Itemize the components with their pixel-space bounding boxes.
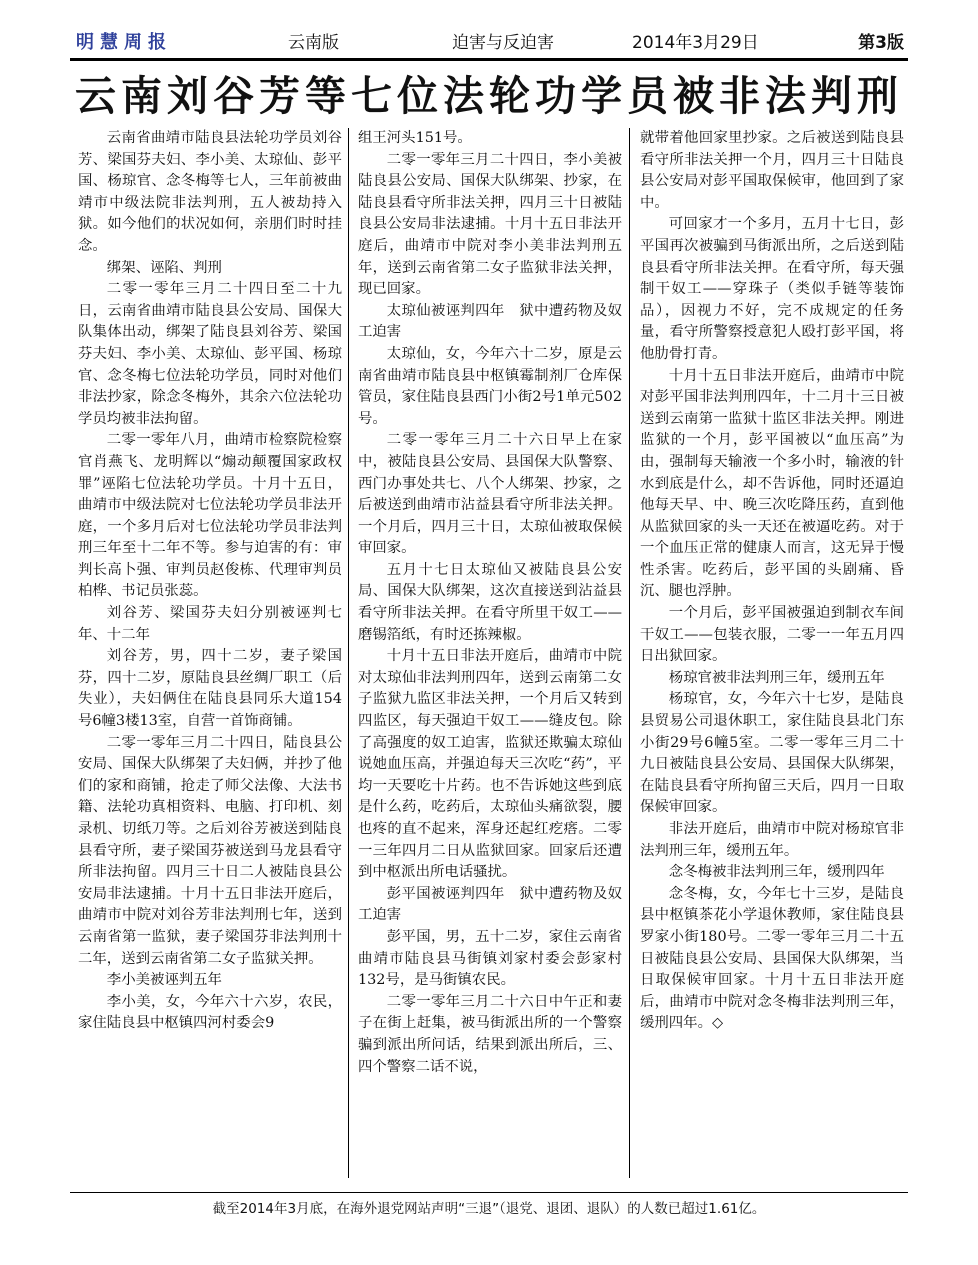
article-column-3: [640, 128, 904, 1180]
article-paragraph: 念冬梅，女，今年七十三岁，是陆良县中枢镇茶花小学退休教师，家住陆良县罗家小街180号。二零一零年三月二十五日被陆良县公安局、县国保大队绑架，当日取保候审回家。十月十五日非法开庭后，曲靖市中院对念冬梅非法判刑三年，缓刑四年。◇: [640, 885, 904, 1032]
masthead: [70, 30, 908, 56]
article-paragraph: 十月十五日非法开庭后，曲靖市中院对太琼仙非法判刑四年，送到云南第二女子监狱九监区非法关押，一个月后又转到四监区，每天强迫干奴工——缝皮包。除了高强度的奴工迫害，监狱还欺骗太琼仙说她血压高，并强迫每天三次吃“药”，平均一天要吃十片药。也不告诉她这些到底是什么药，吃药后，太琼仙头痛欲裂，腰也疼的直不起来，浑身还起红疙瘩。二零一三年四月二日从监狱回家。回家后还遭到中枢派出所电话骚扰。: [358, 648, 622, 881]
article-paragraph: 太琼仙被诬判四年 狱中遭药物及奴工迫害: [358, 302, 622, 341]
article-paragraph: 二零一零年三月二十四日，陆良县公安局、国保大队绑架了夫妇俩，并抄了他们的家和商铺，抢走了师父法像、大法书籍、法轮功真相资料、电脑、打印机、刻录机、切纸刀等。之后刘谷芳被送到陆良县看守所，妻子梁国芬被送到马龙县看守所非法拘留。四月三十日二人被陆良县公安局非法逮捕。十月十五日非法开庭后，曲靖市中院对刘谷芳非法判刑七年，送到云南省第一监狱，妻子梁国芬非法判刑十二年，送到云南省第二女子监狱关押。: [78, 734, 342, 967]
article-paragraph: 二零一零年三月二十四日至二十九日，云南省曲靖市陆良县公安局、国保大队集体出动，绑架了陆良县刘谷芳、梁国芬夫妇、李小美、太琼仙、彭平国、杨琼官、念冬梅七位法轮功学员，同时对他们非法抄家，除念冬梅外，其余六位法轮功学员均被非法拘留。: [78, 281, 342, 427]
masthead-edition: 云南版: [288, 33, 339, 53]
article-paragraph: 李小美被诬判五年: [106, 972, 222, 989]
article-paragraph: 刘谷芳、梁国芬夫妇分别被诬判七年、十二年: [78, 605, 342, 643]
masthead-date: 2014年3月29日: [632, 33, 759, 53]
article-paragraph: 二零一零年三月二十六日中午正和妻子在街上赶集，被马街派出所的一个警察骗到派出所问话，结果到派出所后，三、四个警察二话不说，: [358, 993, 622, 1075]
article-paragraph: 二零一零年三月二十四日，李小美被陆良县公安局、国保大队绑架、抄家，在陆良县看守所非法关押，四月三十日被陆良县公安局非法逮捕。十月十五日非法开庭后，曲靖市中院对李小美非法判刑五年，送到云南省第二女子监狱非法关押，现已回家。: [358, 151, 622, 298]
article-headline: 云南刘谷芳等七位法轮功学员被非法判刑: [75, 72, 903, 120]
article-paragraph: 刘谷芳，男，四十二岁，妻子梁国芬，四十二岁，原陆良县丝绸厂职工（后失业），夫妇俩住在陆良县同乐大道154号6幢3楼13室，自营一首饰商铺。: [78, 648, 342, 730]
article-paragraph: 一个月后，彭平国被强迫到制衣车间干奴工——包装衣服，二零一一年五月四日出狱回家。: [640, 605, 904, 665]
article-paragraph: 杨琼官，女，今年六十七岁，是陆良县贸易公司退休职工，家住陆良县北门东小街29号6幢5室。二零一零年三月二十九日被陆良县公安局、县国保大队绑架，在陆良县看守所拘留三天后，四月一日取保候审回家。: [640, 691, 904, 816]
article-paragraph: 太琼仙，女，今年六十二岁，原是云南省曲靖市陆良县中枢镇霉制剂厂仓库保管员，家住陆良县西门小街2号1单元502号。: [358, 345, 622, 427]
footer-rule: [70, 1192, 908, 1193]
footer-notice: 截至2014年3月底，在海外退党网站声明“三退”（退党、退团、退队）的人数已超过1.61亿。: [212, 1201, 766, 1217]
article-paragraph: 组王河头151号。: [358, 130, 472, 146]
article-paragraph: 非法开庭后，曲靖市中院对杨琼官非法判刑三年，缓刑五年。: [640, 821, 904, 859]
column-divider: [348, 128, 349, 1178]
article-paragraph: 云南省曲靖市陆良县法轮功学员刘谷芳、梁国芬夫妇、李小美、太琼仙、彭平国、杨琼官、念冬梅等七人，三年前被曲靖市中级法院非法判刑，五人被劫持入狱。如今他们的状况如何，亲朋们时时挂念。: [78, 130, 342, 254]
article-paragraph: 十月十五日非法开庭后，曲靖市中院对彭平国非法判刑四年，十二月十三日被送到云南第一监狱十监区非法关押。刚进监狱的一个月，彭平国被以“血压高”为由，强制每天输液一个多小时，输液的针水到底是什么，却不告诉他，同时还逼迫他每天早、中、晚三次吃降压药，直到他从监狱回家的头一天还在被逼吃药。对于一个血压正常的健康人而言，这无异于慢性杀害。吃药后，彭平国的头剧痛、昏沉、腿也浮肿。: [640, 367, 904, 600]
masthead-brand: 明慧周报: [76, 32, 172, 53]
article-paragraph: 李小美，女，今年六十六岁，农民，家住陆良县中枢镇四河村委会9: [78, 993, 342, 1032]
column-divider: [629, 128, 630, 1178]
article-paragraph: 绑架、诬陷、判刑: [106, 259, 222, 276]
article-paragraph: 可回家才一个多月，五月十七日，彭平国再次被骗到马街派出所，之后送到陆良县看守所非法关押。在看守所，每天强制干奴工——穿珠子（类似手链等装饰品），因视力不好，完不成规定的任务量，看守所警察授意犯人殴打彭平国，将他肋骨打青。: [640, 216, 904, 362]
article-paragraph: 二零一零年三月二十六日早上在家中，被陆良县公安局、县国保大队警察、西门办事处共七、八个人绑架、抄家，之后被送到曲靖市沾益县看守所非法关押。一个月后，四月三十日，太琼仙被取保候审回家。: [358, 432, 622, 557]
masthead-rule: [70, 58, 908, 61]
masthead-page-number: 第3版: [858, 33, 904, 53]
article-paragraph: 五月十七日太琼仙又被陆良县公安局、国保大队绑架，这次直接送到沾益县看守所非法关押。在看守所里干奴工——磨锡箔纸，有时还拣辣椒。: [358, 561, 622, 643]
article-paragraph: 彭平国被诬判四年 狱中遭药物及奴工迫害: [358, 885, 622, 924]
article-paragraph: 彭平国，男，五十二岁，家住云南省曲靖市陆良县马街镇刘家村委会彭家村132号，是马街镇农民。: [358, 928, 622, 989]
masthead-section: 迫害与反迫害: [452, 33, 554, 53]
article-paragraph: 杨琼官被非法判刑三年，缓刑五年: [668, 669, 885, 686]
article-paragraph: 二零一零年八月，曲靖市检察院检察官肖燕飞、龙明辉以“煽动颠覆国家政权罪”诬陷七位法轮功学员。十月十五日，曲靖市中级法院对七位法轮功学员非法开庭，一个多月后对七位法轮功学员非法判刑三年至十二年不等。参与迫害的有：审判长高卜强、审判员赵俊栋、代理审判员柏桦、书记员张蕊。: [78, 432, 342, 600]
article-column-2: [358, 128, 622, 1180]
article-paragraph: 念冬梅被非法判刑三年，缓刑四年: [668, 864, 885, 881]
article-column-1: [78, 128, 342, 1180]
article-paragraph: 就带着他回家里抄家。之后被送到陆良县看守所非法关押一个月，四月三十日陆良县公安局对彭平国取保候审，他回到了家中。: [640, 130, 904, 211]
